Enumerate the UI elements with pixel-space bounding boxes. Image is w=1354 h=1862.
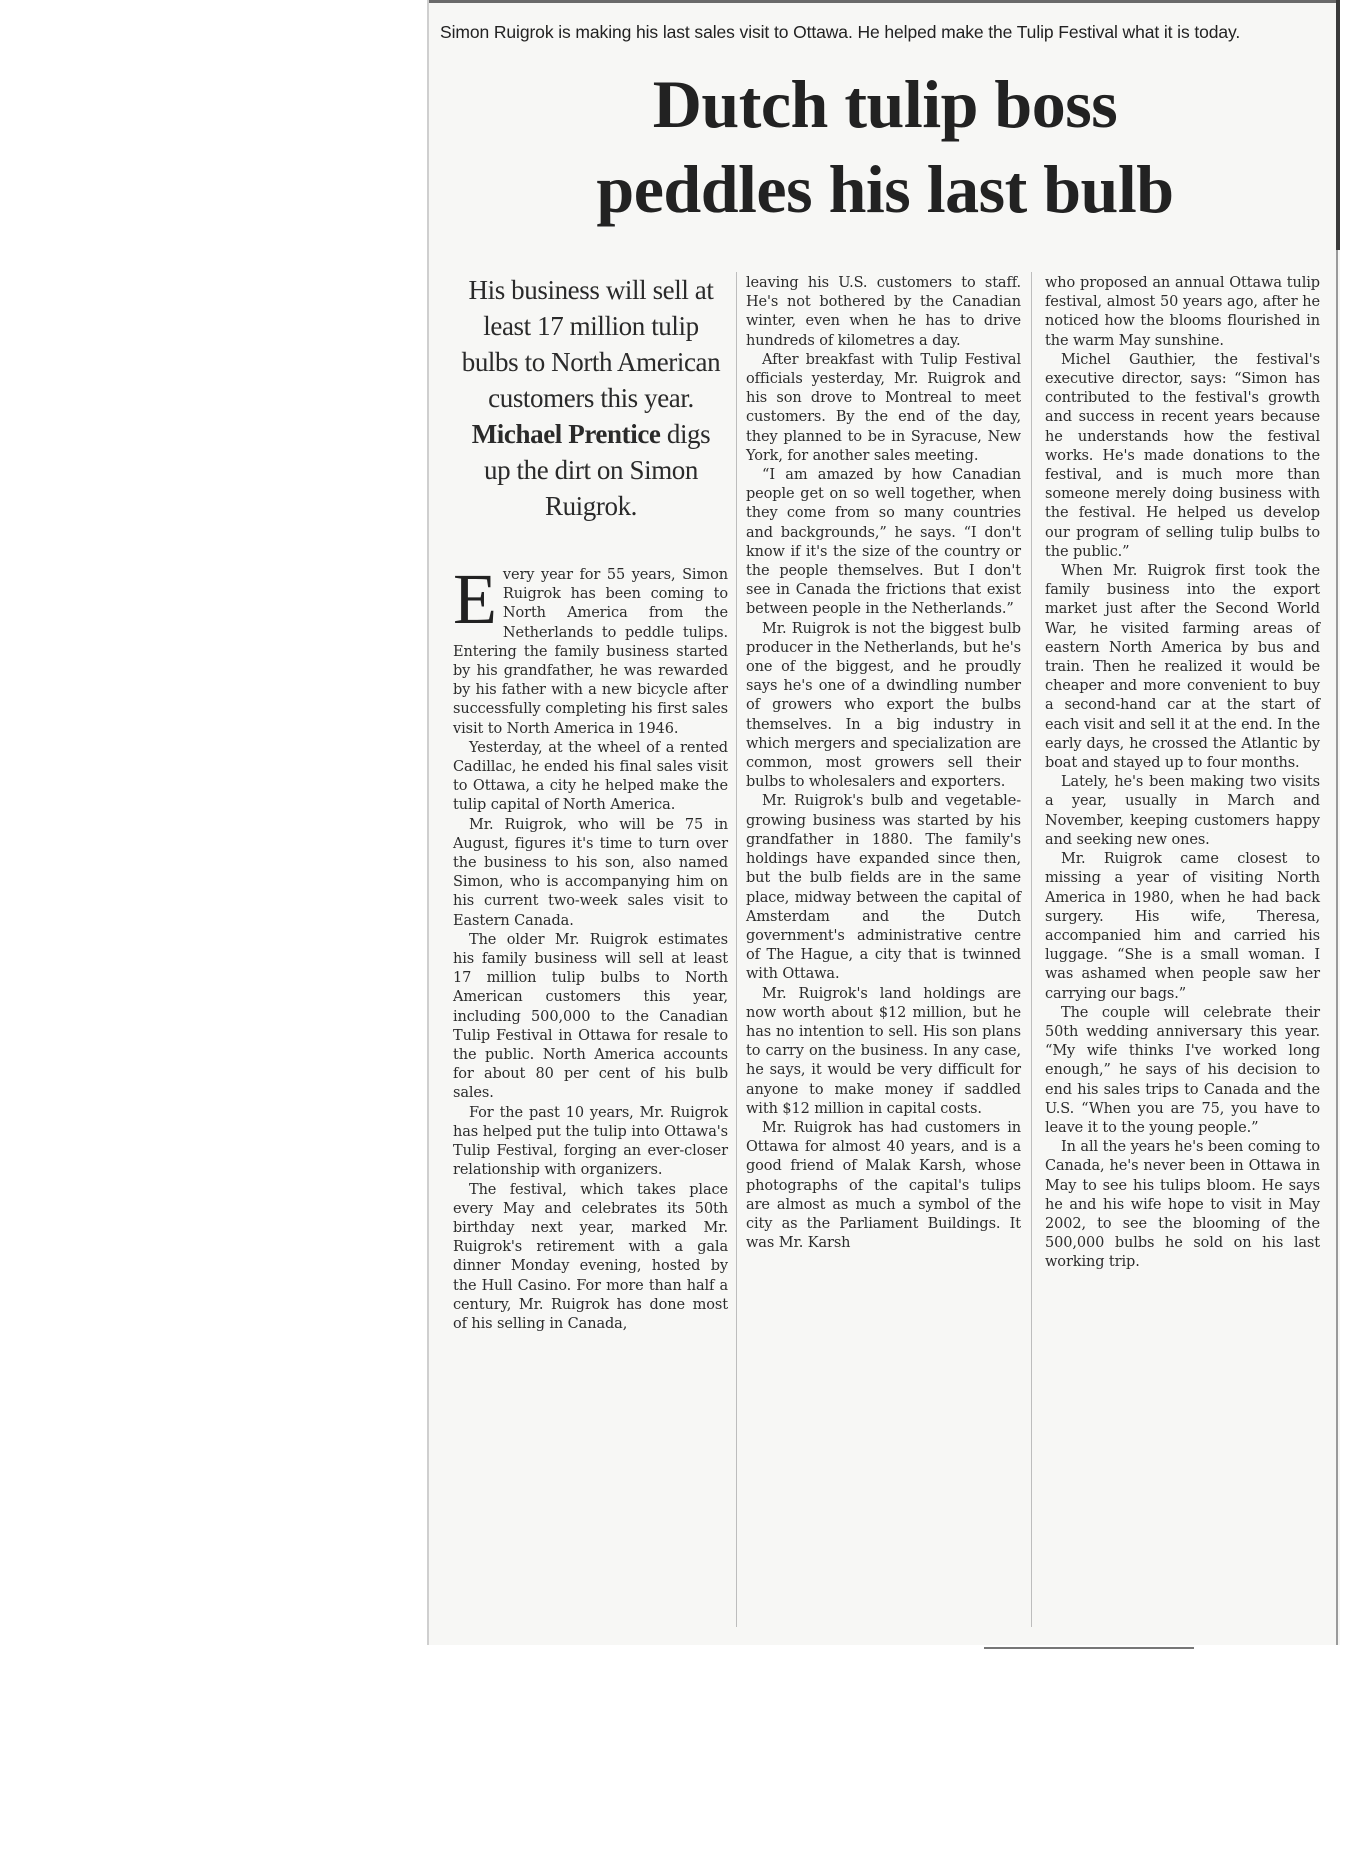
article-paragraph [1045, 850, 1320, 1004]
headline-line-2: peddles his last bulb [596, 151, 1174, 227]
column-divider [736, 272, 737, 1627]
article-paragraph [453, 816, 728, 931]
article-paragraph [746, 792, 1021, 984]
top-rule [428, 0, 1340, 3]
blurb-line: least 17 million tulip [483, 311, 699, 341]
article-paragraph [453, 1104, 728, 1181]
article-paragraph [746, 274, 1021, 351]
byline: Michael Prentice [471, 419, 661, 449]
paragraph-text: Mr. Ruigrok's land holdings are now worth about $12 million, but he has no intention to sell. His son plans to carry on the business. In any case, he says, it would be very difficult for anyone to make money if saddled with $12 million in capital costs. [746, 985, 1021, 1117]
article-paragraph [746, 466, 1021, 620]
paragraph-text: Mr. Ruigrok is not the biggest bulb producer in the Netherlands, but he's one of the biggest, and he proudly says he's one of a dwindling number of growers who export the bulbs themselves. In a big industry in which mergers and specialization are common, most growers sell their bulbs to wholesalers and exporters. [746, 620, 1021, 791]
paragraph-text: “I am amazed by how Canadian people get on so well together, when they come from so many countries and backgrounds,” he says. “I don't know if it's the size of the country or the people themselves. But I don't see in Canada the frictions that exist between people in the Netherlands.” [746, 467, 1021, 618]
paragraph-text: Mr. Ruigrok came closest to missing a year of visiting North America in 1980, when he had back surgery. His wife, Theresa, accompanied him and carried his luggage. “She is a small woman. I was ashamed when people saw her carrying our bags.” [1045, 851, 1320, 1002]
blurb-line: up the dirt on Simon [484, 455, 698, 485]
paragraph-text: Mr. Ruigrok's bulb and vegetable-growing business was started by his grandfather in 1880. The family's holdings have expanded since then, but the bulb fields are in the same place, midway between the capital of Amsterdam and the Dutch government's administrative centre of The Hague, a city that is twinned with Ottawa. [746, 793, 1021, 983]
article-paragraph [1045, 351, 1320, 562]
article-paragraph [453, 1181, 728, 1335]
clipping-right-edge [1336, 0, 1340, 250]
article-paragraph [453, 739, 728, 816]
paragraph-text: Lately, he's been making two visits a year, usually in March and November, keeping customers happy and seeking new ones. [1045, 774, 1320, 848]
paragraph-text: For the past 10 years, Mr. Ruigrok has helped put the tulip into Ottawa's Tulip Festival, forging an ever-closer relationship with organizers. [453, 1104, 728, 1179]
article-paragraph [1045, 773, 1320, 850]
paragraph-text: In all the years he's been coming to Canada, he's never been in Ottawa in May to see his tulips bloom. He says he and his wife hope to visit in May 2002, to see the blooming of the 500,000 bulbs he sold on his last working trip. [1045, 1139, 1320, 1271]
paragraph-text: very year for 55 years, Simon Ruigrok has been coming to North America from the Netherlands to peddle tulips. Entering the family business started by his grandfather, he was rewarded by his father with a new bicycle after successfully completing his first sales visit to North America in 1946. [453, 567, 728, 737]
deck-line: Simon Ruigrok is making his last sales visit to Ottawa. He helped make the Tulip Festival what it is today. [440, 22, 1241, 42]
paragraph-text: The older Mr. Ruigrok estimates his family business will sell at least 17 million tulip bulbs to North American customers this year, including 500,000 to the Canadian Tulip Festival in Ottawa for resale to the public. North America accounts for about 80 per cent of his bulb sales. [453, 931, 728, 1102]
article-paragraph [453, 559, 728, 739]
article-paragraph [746, 985, 1021, 1119]
article-paragraph [1045, 562, 1320, 773]
blurb-line: His business will sell at [468, 275, 714, 305]
article-paragraph [1045, 1004, 1320, 1138]
article-column-1 [453, 559, 728, 1334]
article-paragraph [1045, 274, 1320, 351]
paragraph-text: The couple will celebrate their 50th wedding anniversary this year. “My wife thinks I've worked long enough,” he says of his decision to end his sales trips to Canada and the U.S. “When you are 75, you have to leave it to the young people.” [1045, 1004, 1320, 1136]
clipping-left-edge [427, 0, 429, 1645]
article-paragraph [746, 1119, 1021, 1253]
blurb-line: bulbs to North American [461, 347, 721, 377]
paragraph-text: Mr. Ruigrok, who will be 75 in August, figures it's time to turn over the business to his son, also named Simon, who is accompanying him on his current two-week sales visit to Eastern Canada. [453, 816, 728, 929]
paragraph-text: who proposed an annual Ottawa tulip festival, almost 50 years ago, after he noticed how the blooms flourished in the warm May sunshine. [1045, 275, 1320, 349]
article-paragraph [453, 931, 728, 1104]
drop-cap: E [453, 559, 497, 639]
end-rule [984, 1647, 1194, 1649]
article-paragraph [746, 351, 1021, 466]
column-divider [1031, 272, 1032, 1627]
summary-blurb [446, 272, 736, 524]
article-column-3 [1045, 274, 1320, 1273]
headline-line-1: Dutch tulip boss [652, 66, 1118, 142]
paragraph-text: Yesterday, at the wheel of a rented Cadillac, he ended his final sales visit to Ottawa, a city he helped make the tulip capital of North America. [453, 739, 728, 814]
headline [440, 62, 1330, 232]
paragraph-text: leaving his U.S. customers to staff. He's not bothered by the Canadian winter, even when he has to drive hundreds of kilometres a day. [746, 275, 1021, 349]
blurb-after-byline: digs [660, 419, 711, 449]
blurb-line: customers this year. [488, 383, 694, 413]
blurb-line: Ruigrok. [544, 491, 638, 521]
article-paragraph [746, 620, 1021, 793]
blurb-byline-line [446, 416, 736, 452]
clipping-right-edge-lower [1336, 250, 1338, 1645]
paragraph-text: The festival, which takes place every May and celebrates its 50th birthday next year, marked Mr. Ruigrok's retirement with a gala dinner Monday evening, hosted by the Hull Casino. For more than half a century, Mr. Ruigrok has done most of his selling in Canada, [453, 1181, 728, 1332]
article-paragraph [1045, 1138, 1320, 1272]
paragraph-text: When Mr. Ruigrok first took the family business into the export market just after the Second World War, he visited farming areas of eastern North America by bus and train. Then he realized it would be cheaper and more convenient to buy a second-hand car at the start of each visit and sell it at the end. In the early days, he crossed the Atlantic by boat and stayed up to four months. [1045, 563, 1320, 772]
paragraph-text: After breakfast with Tulip Festival officials yesterday, Mr. Ruigrok and his son drove to Montreal to meet customers. By the end of the day, they planned to be in Syracuse, New York, for another sales meeting. [746, 351, 1021, 464]
article-column-2 [746, 274, 1021, 1253]
paragraph-text: Michel Gauthier, the festival's executive director, says: “Simon has contributed to the festival's growth and success in recent years because he understands how the festival works. He's made donations to the festival, and is much more than someone merely doing business with the festival. He helped us develop our program of selling tulip bulbs to the public.” [1045, 351, 1320, 560]
paragraph-text: Mr. Ruigrok has had customers in Ottawa for almost 40 years, and is a good friend of Malak Karsh, whose photographs of the capital's tulips are almost as much a symbol of the city as the Parliament Buildings. It was Mr. Karsh [746, 1119, 1021, 1252]
